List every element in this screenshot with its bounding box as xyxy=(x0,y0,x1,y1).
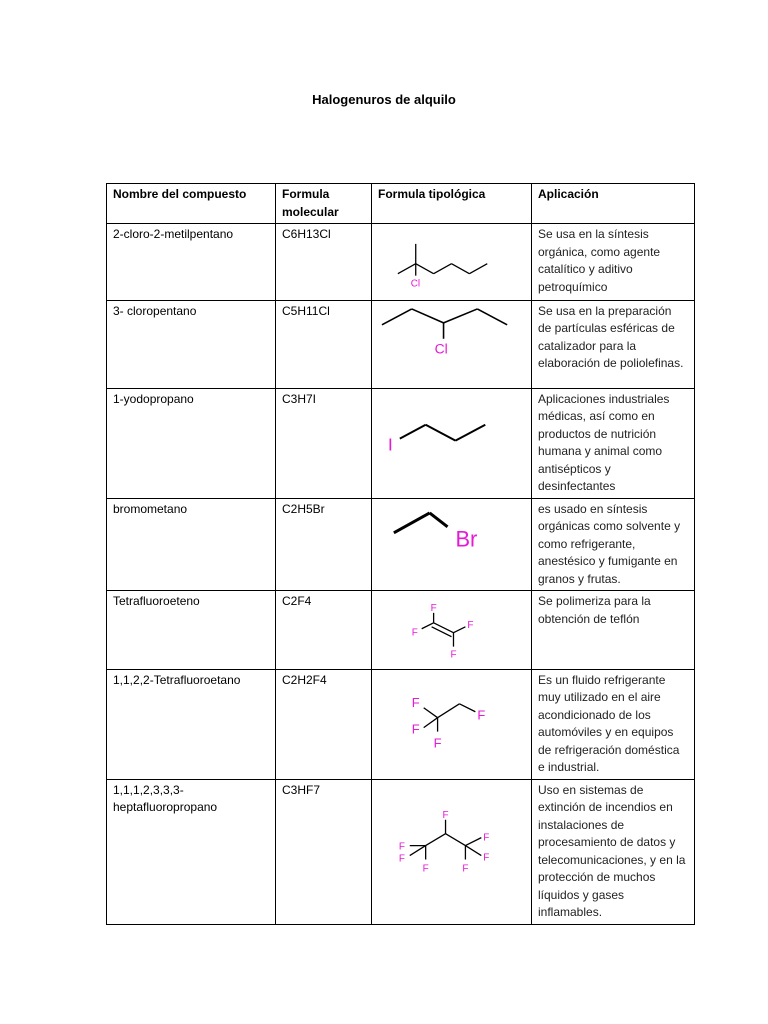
application-text: Aplicaciones industriales médicas, así como en productos de nutrición humana y animal como antisépticos y desinfectantes xyxy=(532,388,695,498)
halogen-label: F xyxy=(450,650,457,662)
halogen-label: F xyxy=(411,721,420,737)
molecular-formula: C5H11Cl xyxy=(276,300,372,388)
compound-name: 2-cloro-2-metilpentano xyxy=(107,224,276,301)
application-text: Se usa en la síntesis orgánica, como agente catalítico y aditivo petroquímico xyxy=(532,224,695,301)
halogen-label: F xyxy=(477,707,486,723)
halogen-label: I xyxy=(387,434,393,455)
application-text: es usado en síntesis orgánicas como solvente y como refrigerante, anestésico y fumigante en granos y frutas. xyxy=(532,498,695,591)
structure-3-cloropentano xyxy=(372,301,531,388)
molecular-formula: C6H13Cl xyxy=(276,224,372,301)
structure-cell xyxy=(372,388,532,498)
structure-cell xyxy=(372,591,532,670)
page-title: Halogenuros de alquilo xyxy=(312,92,456,107)
header-name: Nombre del compuesto xyxy=(107,184,276,224)
header-structure: Formula tipológica xyxy=(372,184,532,224)
table-row xyxy=(107,498,695,591)
halogen-label: F xyxy=(430,603,437,615)
structure-tetrafluoroeteno xyxy=(372,591,531,669)
compound-name: Tetrafluoroeteno xyxy=(107,591,276,670)
molecular-formula: C2F4 xyxy=(276,591,372,670)
structure-2-cloro-2-metilpentano xyxy=(372,224,531,300)
table-row xyxy=(107,388,695,498)
halogen-label: F xyxy=(433,735,442,751)
halogen-label: Br xyxy=(455,526,478,552)
structure-heptafluoropropano xyxy=(372,780,531,919)
halogen-label: F xyxy=(411,628,418,640)
table-row xyxy=(107,779,695,924)
header-row xyxy=(107,184,695,224)
halogen-label: Cl xyxy=(410,278,421,290)
compound-name: 1-yodopropano xyxy=(107,388,276,498)
header-formula: Formula molecular xyxy=(276,184,372,224)
molecular-formula: C3HF7 xyxy=(276,779,372,924)
structure-cell xyxy=(372,300,532,388)
halides-table xyxy=(106,183,695,925)
application-text: Se polimeriza para la obtención de teflón xyxy=(532,591,695,670)
application-text: Se usa en la preparación de partículas esféricas de catalizador para la elaboración de poliolefinas. xyxy=(532,300,695,388)
halogen-label: F xyxy=(411,694,420,710)
halogen-label: F xyxy=(483,832,490,844)
table-row xyxy=(107,300,695,388)
application-text: Uso en sistemas de extinción de incendios en instalaciones de procesamiento de datos y telecomunicaciones, y en la protección de muchos líquidos y gases inflamables. xyxy=(532,779,695,924)
structure-cell xyxy=(372,669,532,779)
halogen-label: F xyxy=(462,863,469,875)
halogen-label: F xyxy=(467,620,474,632)
structure-cell xyxy=(372,779,532,924)
table-row xyxy=(107,224,695,301)
halogen-label: F xyxy=(442,809,449,821)
compound-name: 1,1,1,2,3,3,3-heptafluoropropano xyxy=(107,779,276,924)
halogen-label: F xyxy=(398,841,405,853)
structure-1122-tetrafluoroetano xyxy=(372,670,531,773)
table-row xyxy=(107,669,695,779)
table-row xyxy=(107,591,695,670)
structure-1-yodopropano xyxy=(372,389,531,494)
molecular-formula: C3H7I xyxy=(276,388,372,498)
compound-name: 3- cloropentano xyxy=(107,300,276,388)
molecular-formula: C2H5Br xyxy=(276,498,372,591)
compound-name: bromometano xyxy=(107,498,276,591)
compound-name: 1,1,2,2-Tetrafluoroetano xyxy=(107,669,276,779)
halogen-label: F xyxy=(422,863,429,875)
application-text: Es un fluido refrigerante muy utilizado en el aire acondicionado de los automóviles y en equipos de refrigeración doméstica e industrial. xyxy=(532,669,695,779)
header-application: Aplicación xyxy=(532,184,695,224)
molecular-formula: C2H2F4 xyxy=(276,669,372,779)
halogen-label: F xyxy=(398,853,405,865)
structure-cell xyxy=(372,498,532,591)
halogen-label: F xyxy=(483,852,490,864)
structure-bromometano xyxy=(372,499,531,586)
halogen-label: Cl xyxy=(434,340,448,357)
structure-cell xyxy=(372,224,532,301)
